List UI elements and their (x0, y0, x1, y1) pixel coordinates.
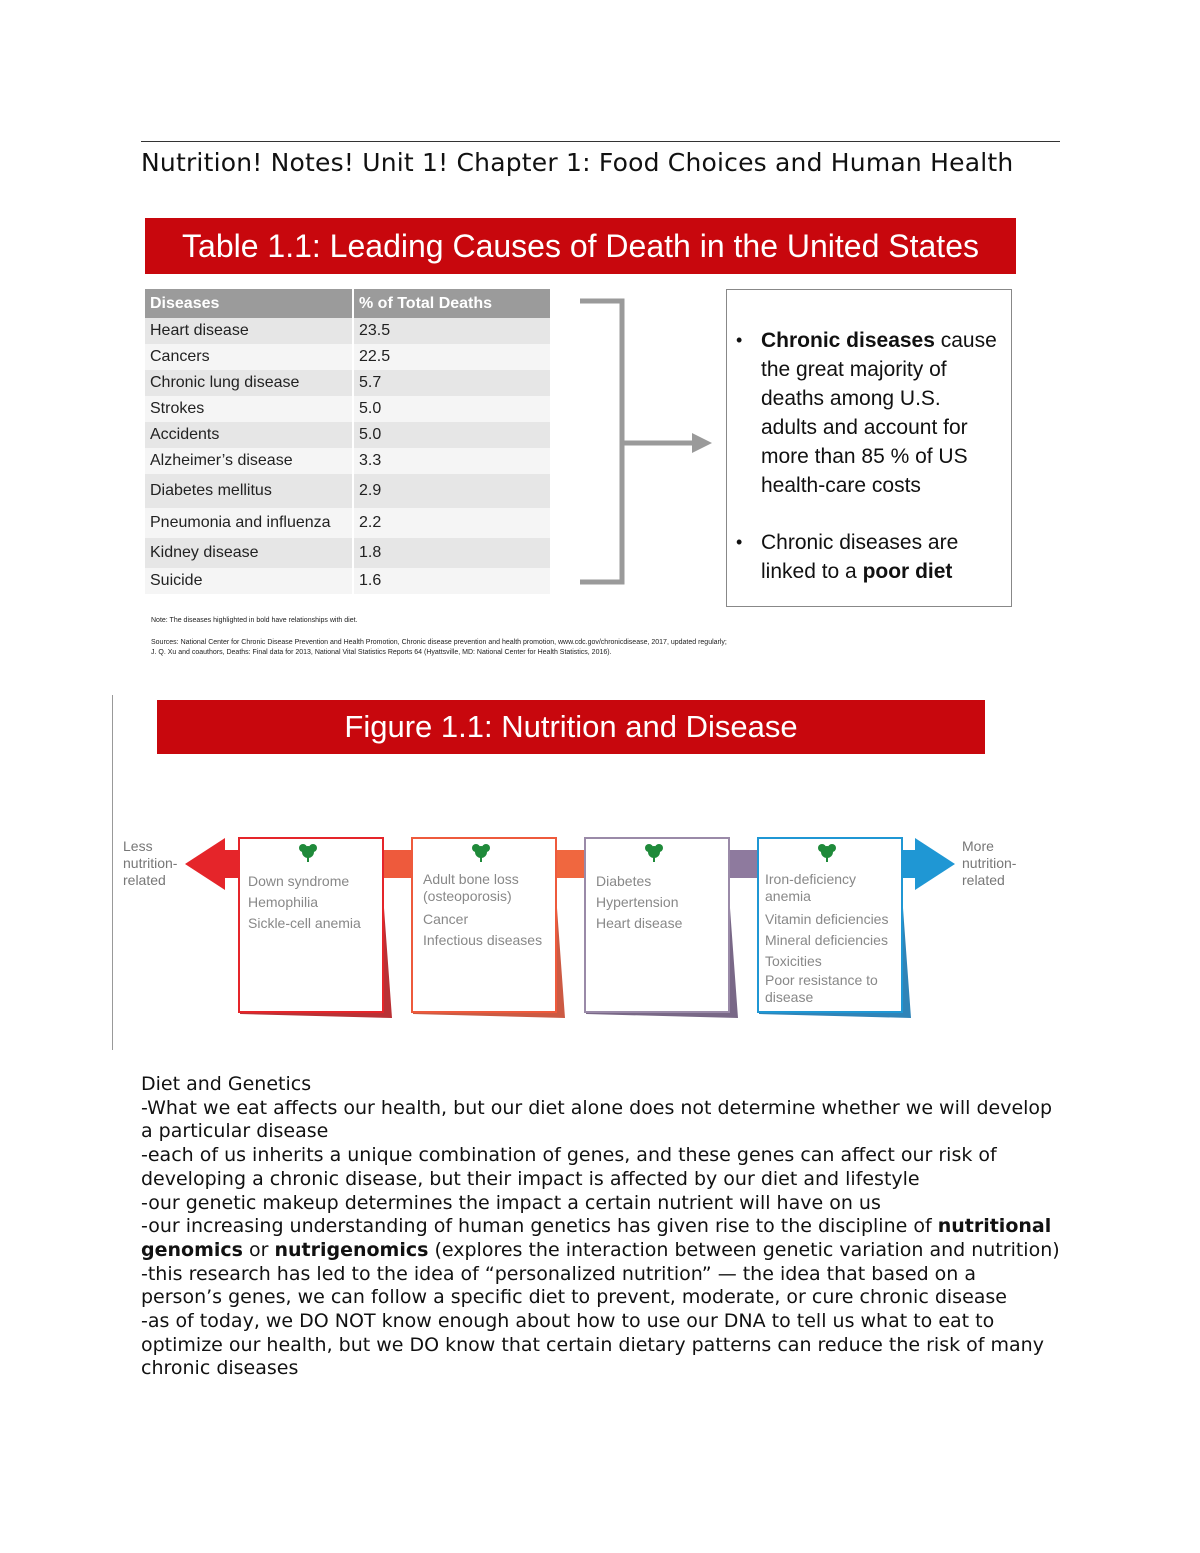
disease-item: Diabetes (596, 873, 652, 889)
bold-term: nutrigenomics (274, 1238, 429, 1261)
disease-cell: Suicide (145, 568, 353, 594)
disease-cell: Pneumonia and influenza (145, 508, 353, 538)
percent-cell: 5.0 (353, 396, 550, 422)
note-line: -our genetic makeup determines the impact a certain nutrient will have on us (141, 1191, 881, 1214)
percent-cell: 5.7 (353, 370, 550, 396)
less-nutrition-label: Less nutrition- related (123, 838, 178, 888)
table-row (145, 344, 550, 370)
disease-item: Vitamin deficiencies (765, 911, 889, 927)
note-line: -as of today, we DO NOT know enough about how to use our DNA to tell us what to eat to optimize our health, but we DO know that certain dietary patterns can reduce the risk of many chronic diseases (141, 1310, 1044, 1380)
disease-item: Adult bone loss (osteoporosis) (423, 871, 519, 904)
figure-banner: Figure 1.1: Nutrition and Disease (157, 700, 985, 754)
box-2-list (423, 871, 542, 951)
note-line: -What we eat affects our health, but our diet alone does not determine whether we will develop a particular disease (141, 1096, 1053, 1143)
callout-text: Chronic diseases are linked to a (761, 531, 959, 583)
percent-cell: 1.6 (353, 568, 550, 594)
callout-bullet (761, 528, 999, 586)
percent-cell: 5.0 (353, 422, 550, 448)
table-row (145, 318, 550, 344)
disease-item: Mineral deficiencies (765, 932, 888, 948)
more-nutrition-label: More nutrition- related (962, 838, 1017, 888)
disease-item: Hypertension (596, 894, 679, 910)
note-line (141, 1215, 1061, 1262)
table-row (145, 538, 550, 568)
percent-cell: 23.5 (353, 318, 550, 344)
death-causes-table (145, 289, 550, 594)
box-4-list (765, 871, 905, 1010)
disease-item: Poor resistance to disease (765, 972, 878, 1005)
right-arrow-icon (915, 838, 955, 890)
disease-item: Heart disease (596, 915, 683, 931)
percent-cell: 22.5 (353, 344, 550, 370)
percent-cell: 3.3 (353, 448, 550, 474)
disease-cell: Chronic lung disease (145, 370, 353, 396)
table-sources: Sources: National Center for Chronic Disease Prevention and Health Promotion, Chronic disease prevention and health promotion, www.cdc.gov/chronicdisease, 2017, updated regularly; J. Q. Xu and coauthors, Deaths: Final data for 2013, National Vital Statistics Reports 64 (Hyattsville, MD: National Center for Health Statistics, 2016). (151, 639, 727, 656)
box-1-list (248, 871, 361, 934)
column-header-percent: % of Total Deaths (353, 289, 550, 318)
disease-item: Down syndrome (248, 873, 350, 889)
disease-cell: Heart disease (145, 318, 353, 344)
note-line: -each of us inherits a unique combination of genes, and these genes can affect our risk of developing a chronic disease, but their impact is affected by our diet and lifestyle (141, 1144, 997, 1190)
bracket-arrow-icon (570, 295, 720, 590)
disease-cell: Diabetes mellitus (145, 474, 353, 508)
section-heading: Diet and Genetics (141, 1073, 312, 1095)
table-banner: Table 1.1: Leading Causes of Death in the United States (145, 218, 1016, 274)
table-row (145, 370, 550, 396)
callout-bold-term: poor diet (862, 560, 953, 583)
table-row (145, 448, 550, 474)
note-text: or (242, 1238, 275, 1261)
table-header-row (145, 289, 550, 318)
callout-bullet (761, 326, 999, 500)
table-row (145, 568, 550, 594)
percent-cell: 1.8 (353, 538, 550, 568)
note-text: -our increasing understanding of human genetics has given rise to the discipline of (141, 1215, 938, 1238)
disease-item: Infectious diseases (423, 932, 543, 948)
table-row (145, 422, 550, 448)
table-row (145, 508, 550, 538)
disease-cell: Accidents (145, 422, 353, 448)
callout-text: cause the great majority of deaths among U.S. adults and account for more than 85 % of US health-care costs (761, 329, 997, 497)
left-arrow-icon (185, 838, 225, 890)
disease-item: Iron-deficiency anemia (765, 871, 857, 904)
table-note: Note: The diseases highlighted in bold have relationships with diet. (151, 617, 358, 624)
box-3-list (596, 871, 682, 934)
percent-cell: 2.2 (353, 508, 550, 538)
disease-item: Cancer (423, 911, 469, 927)
disease-cell: Kidney disease (145, 538, 353, 568)
diet-genetics-section (141, 1073, 1061, 1381)
table-row (145, 474, 550, 508)
disease-cell: Alzheimer’s disease (145, 448, 353, 474)
note-line: -this research has led to the idea of “personalized nutrition” — the idea that based on a person’s genes, we can follow a specific diet to prevent, moderate, or cure chronic disease (141, 1262, 1007, 1309)
note-text: (explores the interaction between genetic variation and nutrition) (428, 1238, 1060, 1261)
page-title: Nutrition! Notes! Unit 1! Chapter 1: Food Choices and Human Health (141, 148, 1014, 177)
column-header-diseases: Diseases (145, 289, 353, 318)
chronic-disease-callout (726, 289, 1012, 607)
disease-item: Hemophilia (248, 894, 319, 910)
disease-item: Sickle-cell anemia (248, 915, 361, 931)
disease-item: Toxicities (765, 953, 822, 969)
percent-cell: 2.9 (353, 474, 550, 508)
top-divider (141, 141, 1060, 142)
figure-side-rule (112, 695, 113, 1050)
callout-bold-term: Chronic diseases (761, 329, 935, 352)
disease-cell: Strokes (145, 396, 353, 422)
bold-term: nutritional genomics (141, 1215, 1052, 1261)
disease-cell: Cancers (145, 344, 353, 370)
table-row (145, 396, 550, 422)
